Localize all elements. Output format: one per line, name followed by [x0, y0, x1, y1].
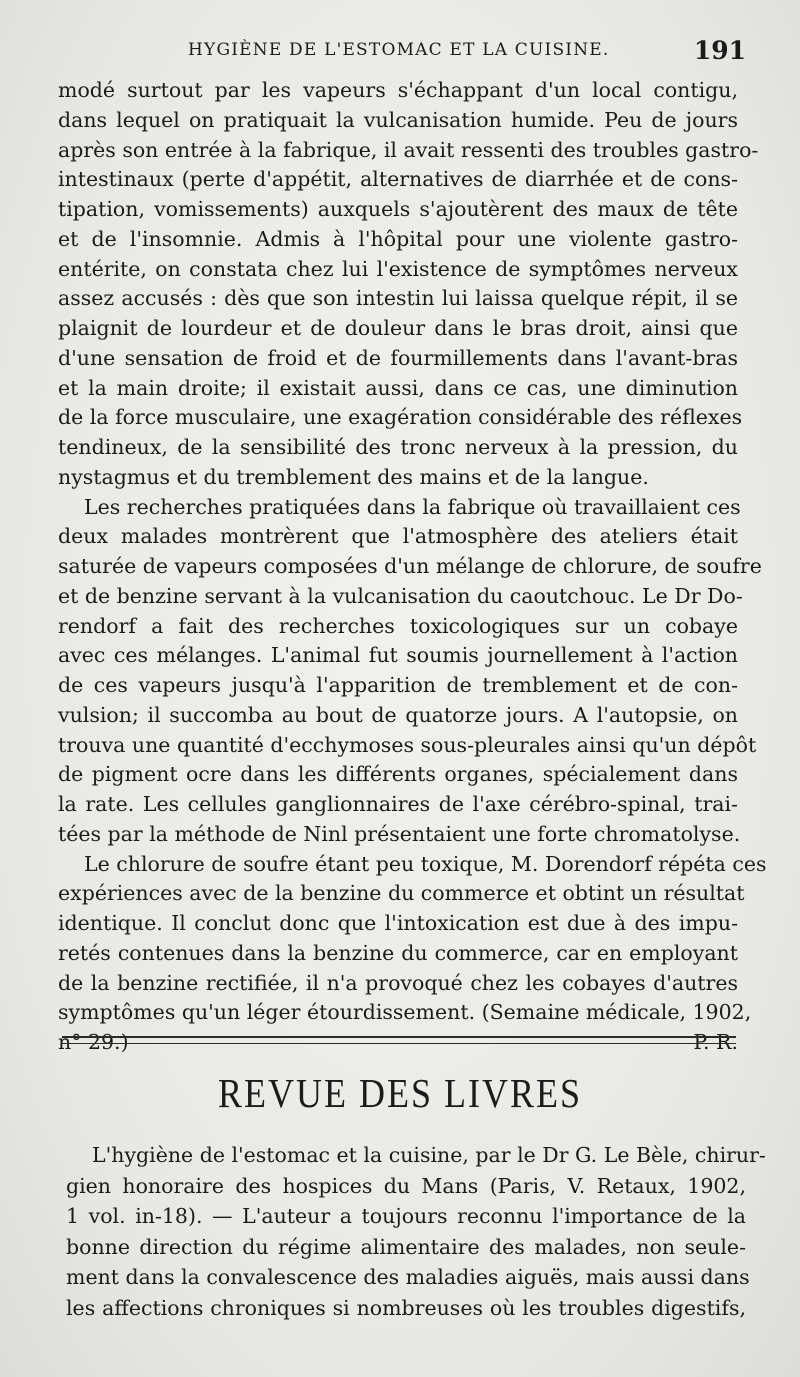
review-line: ment dans la convalescence des maladies aiguës, mais aussi dans — [66, 1265, 750, 1289]
body-line: nystagmus et du tremblement des mains et de la langue. — [58, 464, 649, 489]
running-title: HYGIÈNE DE L'ESTOMAC ET LA CUISINE. — [188, 40, 610, 60]
review-line: 1 vol. in-18). — L'auteur a toujours reconnu l'importance de la — [66, 1204, 746, 1228]
book-review — [66, 1140, 766, 1323]
body-line: d'une sensation de froid et de fourmillements dans l'avant-bras — [58, 345, 738, 370]
body-line: tendineux, de la sensibilité des tronc nerveux à la pression, du — [58, 435, 738, 459]
review-line: bonne direction du régime alimentaire des malades, non seule- — [66, 1234, 746, 1259]
review-line: gien honoraire des hospices du Mans (Paris, V. Retaux, 1902, — [66, 1173, 746, 1198]
body-line: identique. Il conclut donc que l'intoxication est due à des impu- — [58, 911, 738, 935]
body-line: tées par la méthode de Ninl présentaient une forte chromatolyse. — [58, 821, 741, 846]
article-body — [58, 76, 767, 1058]
body-line: Les recherches pratiquées dans la fabrique où travaillaient ces — [84, 494, 741, 519]
section-title: REVUE DES LIVRES — [218, 1070, 582, 1116]
body-line: de la force musculaire, une exagération considérable des réflexes — [58, 405, 743, 430]
review-line: les affections chroniques si nombreuses où les troubles digestifs, — [66, 1295, 746, 1320]
body-line: de pigment ocre dans les différents organes, spécialement dans — [58, 762, 738, 787]
body-line: vulsion; il succomba au bout de quatorze jours. A l'autopsie, on — [58, 702, 738, 727]
body-line: intestinaux (perte d'appétit, alternatives de diarrhée et de cons- — [58, 167, 738, 192]
citation-end: n° 29.) — [58, 1030, 129, 1054]
body-line: la rate. Les cellules ganglionnaires de l'axe cérébro-spinal, trai- — [58, 792, 738, 816]
body-line: entérite, on constata chez lui l'existence de symptômes nerveux — [58, 256, 738, 281]
running-head — [60, 36, 752, 68]
body-line: de la benzine rectifiée, il n'a provoqué chez les cobayes d'autres — [58, 970, 738, 995]
body-line: après son entrée à la fabrique, il avait ressenti des troubles gastro- — [58, 137, 759, 162]
review-line: L'hygiène de l'estomac et la cuisine, par le Dr G. Le Bèle, chirur- — [92, 1143, 766, 1167]
body-line: assez accusés : dès que son intestin lui laissa quelque répit, il se — [58, 286, 738, 311]
body-line: symptômes qu'un léger étourdissement. (Semaine médicale, 1902, — [58, 1000, 752, 1025]
body-line: modé surtout par les vapeurs s'échappant d'un local contigu, — [58, 78, 738, 102]
body-line: retés contenues dans la benzine du commerce, car en employant — [58, 940, 738, 965]
body-line: deux malades montrèrent que l'atmosphère des ateliers était — [58, 524, 738, 549]
body-line: plaignit de lourdeur et de douleur dans le bras droit, ainsi que — [58, 316, 738, 340]
body-line: trouva une quantité d'ecchymoses sous-pleurales ainsi qu'un dépôt — [58, 732, 757, 757]
body-line: et de benzine servant à la vulcanisation du caoutchouc. Le Dr Do- — [58, 583, 743, 608]
page-number: 191 — [693, 36, 746, 65]
body-line: et de l'insomnie. Admis à l'hôpital pour une violente gastro- — [58, 226, 738, 251]
body-line: dans lequel on pratiquait la vulcanisation humide. Peu de jours — [58, 107, 738, 132]
body-line: tipation, vomissements) auxquels s'ajoutèrent des maux de tête — [58, 197, 738, 221]
section-divider — [62, 1036, 736, 1044]
body-line: expériences avec de la benzine du commerce et obtint un résultat — [58, 881, 745, 906]
signature: P. R. — [693, 1030, 738, 1054]
body-line: saturée de vapeurs composées d'un mélange de chlorure, de soufre — [58, 554, 762, 578]
body-line: et la main droite; il existait aussi, dans ce cas, une diminution — [58, 375, 738, 400]
body-line: de ces vapeurs jusqu'à l'apparition de tremblement et de con- — [58, 673, 738, 697]
body-line: avec ces mélanges. L'animal fut soumis journellement à l'action — [58, 643, 738, 668]
body-line: rendorf a fait des recherches toxicologiques sur un cobaye — [58, 613, 738, 638]
body-line: Le chlorure de soufre étant peu toxique, M. Dorendorf répéta ces — [84, 851, 767, 876]
